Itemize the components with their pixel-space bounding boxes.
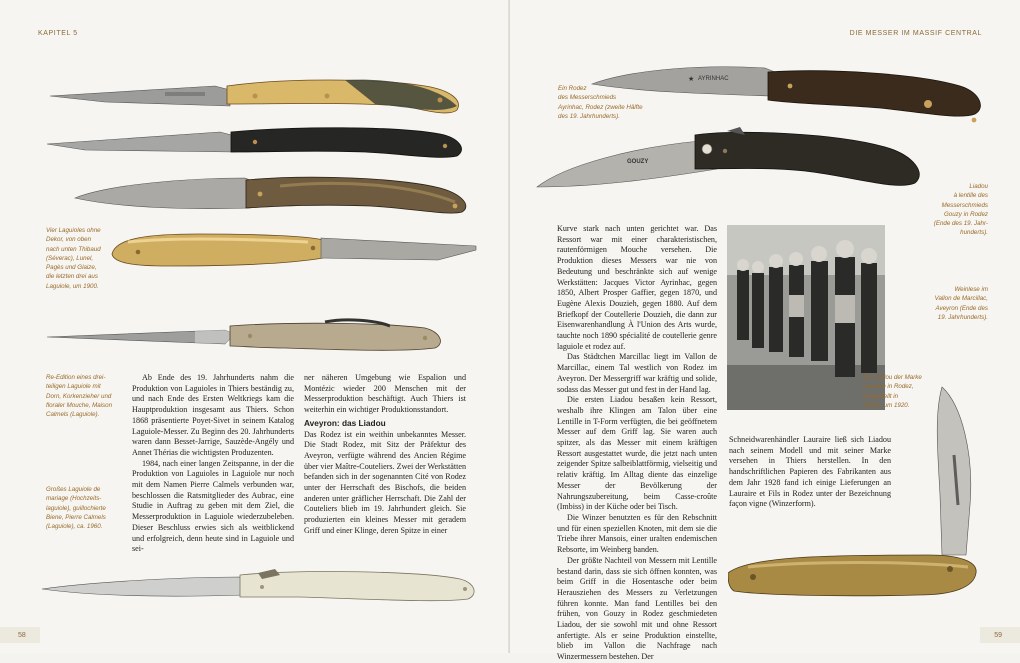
- caption-line: Weinlese im: [954, 286, 988, 293]
- caption-line: hergestellt in: [863, 392, 899, 400]
- page-number-left: 58: [18, 632, 26, 639]
- body-column-right-1: [557, 224, 717, 663]
- running-head-right: DIE MESSER IM MASSIF CENTRAL: [849, 30, 982, 37]
- caption-line: die letzten drei aus: [46, 273, 98, 281]
- caption-reedition: [46, 373, 121, 419]
- paragraph: Die Winzer benutzten es für den Rebschnitt und für einen speziellen Knoten, mit dem sie die Triebe ihrer Mansois, einer uralten endemischen Rebsorte, im Weinberg banden.: [557, 512, 717, 555]
- caption-line: hunderts).: [960, 229, 988, 237]
- caption-line: mariage (Hochzeits-: [46, 495, 102, 503]
- caption-line: floraler Mouche, Maison: [46, 401, 113, 409]
- body-column-1: [132, 373, 294, 555]
- caption-line: Vallon de Marcillac,: [934, 295, 988, 303]
- caption-line: (Séverac), Lunel,: [46, 254, 94, 262]
- caption-line: Ein Liadou der Marke: [863, 374, 922, 381]
- caption-line: Aveyron (Ende des: [935, 304, 988, 312]
- blade-stamp-ayrinhac: AYRINHAC: [698, 76, 729, 82]
- body-column-2: [304, 373, 466, 537]
- caption-liadou: [908, 182, 988, 238]
- left-page: [0, 0, 510, 653]
- knife-reedition-image: [45, 316, 445, 358]
- caption-line: Biene, Pierre Calmels: [46, 513, 106, 521]
- knife-pages-image: [70, 168, 470, 218]
- caption-line: (Ende des 19. Jahr-: [933, 220, 988, 228]
- caption-line: nach unten Thibaud: [46, 245, 101, 253]
- caption-line: laguiole), guillochierte: [46, 504, 106, 512]
- caption-line: Messerschmieds: [941, 201, 988, 209]
- caption-line: Dorn, Korkenzieher und: [46, 392, 112, 400]
- page-number-right: 59: [994, 632, 1002, 639]
- blade-stamp-gouzy: GOUZY: [627, 159, 649, 165]
- caption-line: Thiers, um 1920.: [863, 401, 910, 409]
- paragraph: Die ersten Liadou besaßen kein Ressort, weshalb ihre Klingen am Talon über eine Lentille in T-Form verfügten, die bei geöffnetem Messer auf dem Griff lag. Sie waren auch spitzer, als das Messer mit einem kräftigen Ressort ausgestattet wurde, die jetzt nach unten zeigender Spitze salbeiblattförmig, vielseitig und relativ kräftig. Im Alltag diente das einzelige Messer der Bevölkerung der Nahrungszubereitung, beim Casse-croûte (Imbiss) in der Küche oder bei Tisch.: [557, 395, 717, 512]
- vintners-photo-image: [727, 225, 885, 410]
- caption-line: teiligen Laguiole mit: [46, 383, 101, 391]
- right-page: [510, 0, 1020, 662]
- knife-thibaud-image: [45, 68, 465, 118]
- paragraph: Ab Ende des 19. Jahrhunderts nahm die Produktion von Laguioles in Thiers beständig zu, und nach Ende des Ersten Weltkriegs kam die Hauptproduktion insgesamt aus Thiers. Schon 1868 präsentierte Poyet-Sivet in seinem Katalog Laguiole-Messer. Zu Beginn des 20. Jahrhunderts waren dann Besset-Jarrige, Sauzède-Angély und Annet Thérias die wichtigsten Produzenten.: [132, 373, 294, 457]
- caption-line: des Messerschmieds: [558, 94, 617, 102]
- running-head-left: KAPITEL 5: [38, 30, 78, 37]
- paragraph: Das Städtchen Marcillac liegt im Vallon de Marcillac, einem Tal westlich von Rodez im Aveyron. Der Messergriff war kräftig und solide, sodass das Messer gut und fest in der Hand lag.: [557, 352, 717, 394]
- knife-large-laguiole-image: [40, 565, 480, 605]
- paragraph: Schneidwarenhändler Lauraire ließ sich Liadou nach seinem Modell und mit seiner Marke versehen in Thiers herstellen. In den handschriftlichen Papieren des Fabrikanten aus dem Jahr 1928 fand ich einige Lieferungen an Lauraire et Fils in Rodez unter der Bezeichnung façon vigne (Winzerform).: [729, 435, 891, 509]
- caption-four-laguioles: [46, 226, 116, 291]
- caption-line: Liadou: [969, 183, 988, 190]
- caption-line: Calmels (Laguiole).: [46, 411, 100, 419]
- paragraph: Kurve stark nach unten gerichtet war. Das Ressort war mit einer charakteristischen, rautenförmigen Mouche versehen. Die Produktion dieses Messers war nie von Bedeutung und beschränkte sich auf wenige Werkstätten: Jacques Victor Ayrinhac, gegen 1850, Albert Prosper Gaffier, gegen 1870, und Eugène Alexis Douzieh, gegen 1880. Auf dem Briefkopf der Coutellerie Douzieh, die dann zur Eisenwarenhandlung À l'Union des Arts wurde, tauchte noch 1890 spécialité de coutellerie genre laguiole et rodez auf.: [557, 224, 717, 351]
- knife-glaize-image: [108, 224, 480, 272]
- paragraph: 1984, nach einer langen Zeitspanne, in der die Produktion von Laguioles in Laguiole nur noch mit dem Namen Pierre Calmels verbunden war, beschlossen die Ratsmitglieder des Aubrac, eine Studie in Auftrag zu geben mit dem Ziel, die Messerproduktion in Laguiole wiederzubeleben. Dieser Beschluss erwies sich als weitblickend und erfolgreich, denn heute sind in Laguiole und sei-: [132, 458, 294, 554]
- caption-line: Pagès und Glaize,: [46, 264, 97, 272]
- vintners-photo: [727, 225, 885, 410]
- paragraph: Der größte Nachteil von Messern mit Lentille bestand darin, dass sie sich öffnen konnten, was beim Griff in die Hosentasche oder beim Herausziehen des Messers zu Verletzungen führen konnte. Man fand Lentilles bei den frühen, von Gouzy in Rodez geschmiedeten Liadou, der sie sowohl mit und ohne Ressort anfertigte. Als er seine Produktion einstellte, blieb im Vallon die Nachfrage nach Winzermessern bestehen. Der: [557, 555, 717, 662]
- caption-large-laguiole: [46, 485, 121, 531]
- caption-line: Lauraire in Rodez,: [863, 383, 914, 391]
- paragraph: Das Rodez ist ein weithin unbekanntes Messer. Die Stadt Rodez, mit Sitz der Präfektur des Aveyron, verfügte während des Ancien Régime über vier Maître-Couteliers. Zwei der Werkstätten befanden sich in der sogenannten Cité von Rodez unter der Herrschaft des Bischofs, die beiden anderen unter gräflicher Herrschaft. Die Zahl der Couteliers blieb im 19. Jahrhundert gleich. Sie produzierten ein kleines Messer mit geradem Griff und einer Klinge, deren Spitze in einer: [304, 429, 466, 535]
- paragraph: ner näheren Umgebung wie Espalion und Montézic wieder 200 Menschen mit der Messerproduktion beschäftigt. Auch Thiers ist weiterhin ein wichtiger Produktionsstandort.: [304, 373, 466, 415]
- caption-line: Vier Laguioles ohne: [46, 227, 101, 234]
- caption-line: Laguiole, um 1900.: [46, 282, 99, 290]
- section-heading: Aveyron: das Liadou: [304, 417, 386, 428]
- caption-line: Dekor, von oben: [46, 236, 92, 244]
- caption-line: Re-Edition eines drei-: [46, 374, 106, 381]
- knife-liadou-gouzy-image: [535, 125, 925, 200]
- caption-line: (Laguiole), ca. 1960.: [46, 523, 103, 531]
- caption-line: Großes Laguiole de: [46, 486, 101, 493]
- caption-line: des 19. Jahrhunderts).: [558, 112, 620, 120]
- caption-line: Gouzy in Rodez: [943, 210, 988, 218]
- caption-line: 19. Jahrhunderts).: [937, 313, 988, 321]
- caption-line: Ein Rodez: [558, 85, 587, 92]
- star-icon: ★: [688, 75, 695, 83]
- knife-lunel-image: [45, 118, 465, 162]
- caption-line: à lentille des: [953, 192, 988, 200]
- caption-vintners: [898, 285, 988, 322]
- caption-line: Ayrinhac, Rodez (zweite Hälfte: [558, 103, 643, 111]
- knife-liadou-lauraire-image: [728, 385, 988, 605]
